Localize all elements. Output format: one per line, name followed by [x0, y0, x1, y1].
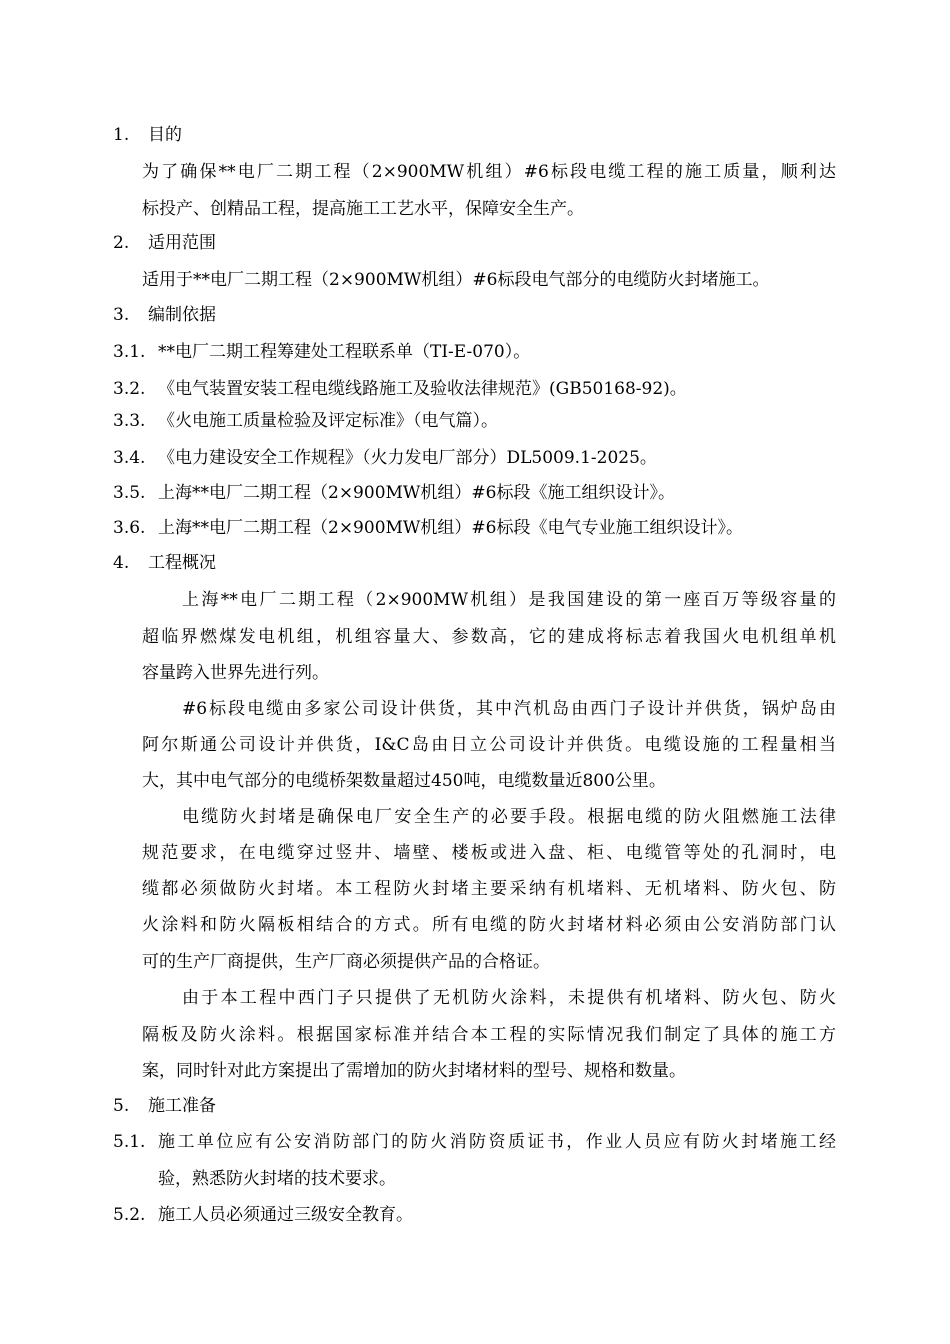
section-number: 4.: [113, 553, 130, 573]
paragraph-line: 电缆防火封堵是确保电厂安全生产的必要手段。根据电缆的防火阻燃施工法律: [182, 807, 836, 827]
reference-item: 上海**电厂二期工程（2×900MW机组）#6标段《施工组织设计》。: [158, 483, 675, 503]
section-heading: 编制依据: [148, 305, 216, 325]
paragraph-line: 火涂料和防火隔板相结合的方式。所有电缆的防火封堵材料必须由公安消防部门认: [142, 915, 836, 935]
paragraph-line: 大，其中电气部分的电缆桥架数量超过450吨，电缆数量近800公里。: [142, 771, 666, 791]
item-number: 3.1.: [113, 342, 146, 362]
section-heading: 施工准备: [148, 1096, 216, 1116]
paragraph-line: 验，熟悉防火封堵的技术要求。: [158, 1169, 396, 1189]
item-number: 5.1.: [113, 1132, 146, 1152]
reference-item: 《电气装置安装工程电缆线路施工及验收法律规范》(GB50168-92)。: [158, 379, 687, 399]
section-number: 1.: [113, 125, 130, 145]
paragraph-line: 容量跨入世界先进行列。: [142, 663, 329, 683]
paragraph-line: 标投产、创精品工程，提高施工工艺水平，保障安全生产。: [142, 199, 584, 219]
paragraph-line: 案，同时针对此方案提出了需增加的防火封堵材料的型号、规格和数量。: [142, 1061, 686, 1081]
paragraph-line: 施工人员必须通过三级安全教育。: [158, 1205, 413, 1225]
section-number: 3.: [113, 305, 130, 325]
paragraph-line: 缆都必须做防火封堵。本工程防火封堵主要采纳有机堵料、无机堵料、防火包、防: [142, 879, 836, 899]
item-number: 3.2.: [113, 379, 146, 399]
paragraph-line: 超临界燃煤发电机组，机组容量大、参数高，它的建成将标志着我国火电机组单机: [142, 627, 836, 647]
section-heading: 目的: [148, 125, 182, 145]
paragraph-line: 施工单位应有公安消防部门的防火消防资质证书，作业人员应有防火封堵施工经: [158, 1132, 836, 1152]
paragraph-line: 隔板及防火涂料。根据国家标准并结合本工程的实际情况我们制定了具体的施工方: [142, 1025, 836, 1045]
section-heading: 工程概况: [148, 553, 216, 573]
reference-item: 上海**电厂二期工程（2×900MW机组）#6标段《电气专业施工组织设计》。: [158, 518, 743, 538]
paragraph-line: 适用于**电厂二期工程（2×900MW机组）#6标段电气部分的电缆防火封堵施工。: [142, 270, 770, 290]
section-number: 2.: [113, 233, 130, 253]
reference-item: 《火电施工质量检验及评定标准》（电气篇）。: [158, 411, 498, 431]
item-number: 3.6.: [113, 518, 146, 538]
section-number: 5.: [113, 1096, 130, 1116]
paragraph-line: 由于本工程中西门子只提供了无机防火涂料，未提供有机堵料、防火包、防火: [182, 988, 836, 1008]
item-number: 3.5.: [113, 483, 146, 503]
paragraph-line: 上海**电厂二期工程（2×900MW机组）是我国建设的第一座百万等级容量的: [182, 590, 836, 610]
item-number: 5.2.: [113, 1205, 146, 1225]
paragraph-line: 阿尔斯通公司设计并供货，I&C岛由日立公司设计并供货。电缆设施的工程量相当: [142, 735, 836, 755]
paragraph-line: 为了确保**电厂二期工程（2×900MW机组）#6标段电缆工程的施工质量，顺利达: [142, 162, 836, 182]
item-number: 3.3.: [113, 411, 146, 431]
paragraph-line: 可的生产厂商提供，生产厂商必须提供产品的合格证。: [142, 952, 550, 972]
paragraph-line: #6标段电缆由多家公司设计供货，其中汽机岛由西门子设计并供货，锅炉岛由: [182, 699, 836, 719]
section-heading: 适用范围: [148, 233, 216, 253]
item-number: 3.4.: [113, 448, 146, 468]
reference-item: **电厂二期工程筹建处工程联系单（TI-E-070）。: [158, 342, 531, 362]
paragraph-line: 规范要求，在电缆穿过竖井、墙壁、楼板或进入盘、柜、电缆管等处的孔洞时，电: [142, 843, 836, 863]
reference-item: 《电力建设安全工作规程》（火力发电厂部分）DL5009.1-2025。: [158, 448, 657, 468]
